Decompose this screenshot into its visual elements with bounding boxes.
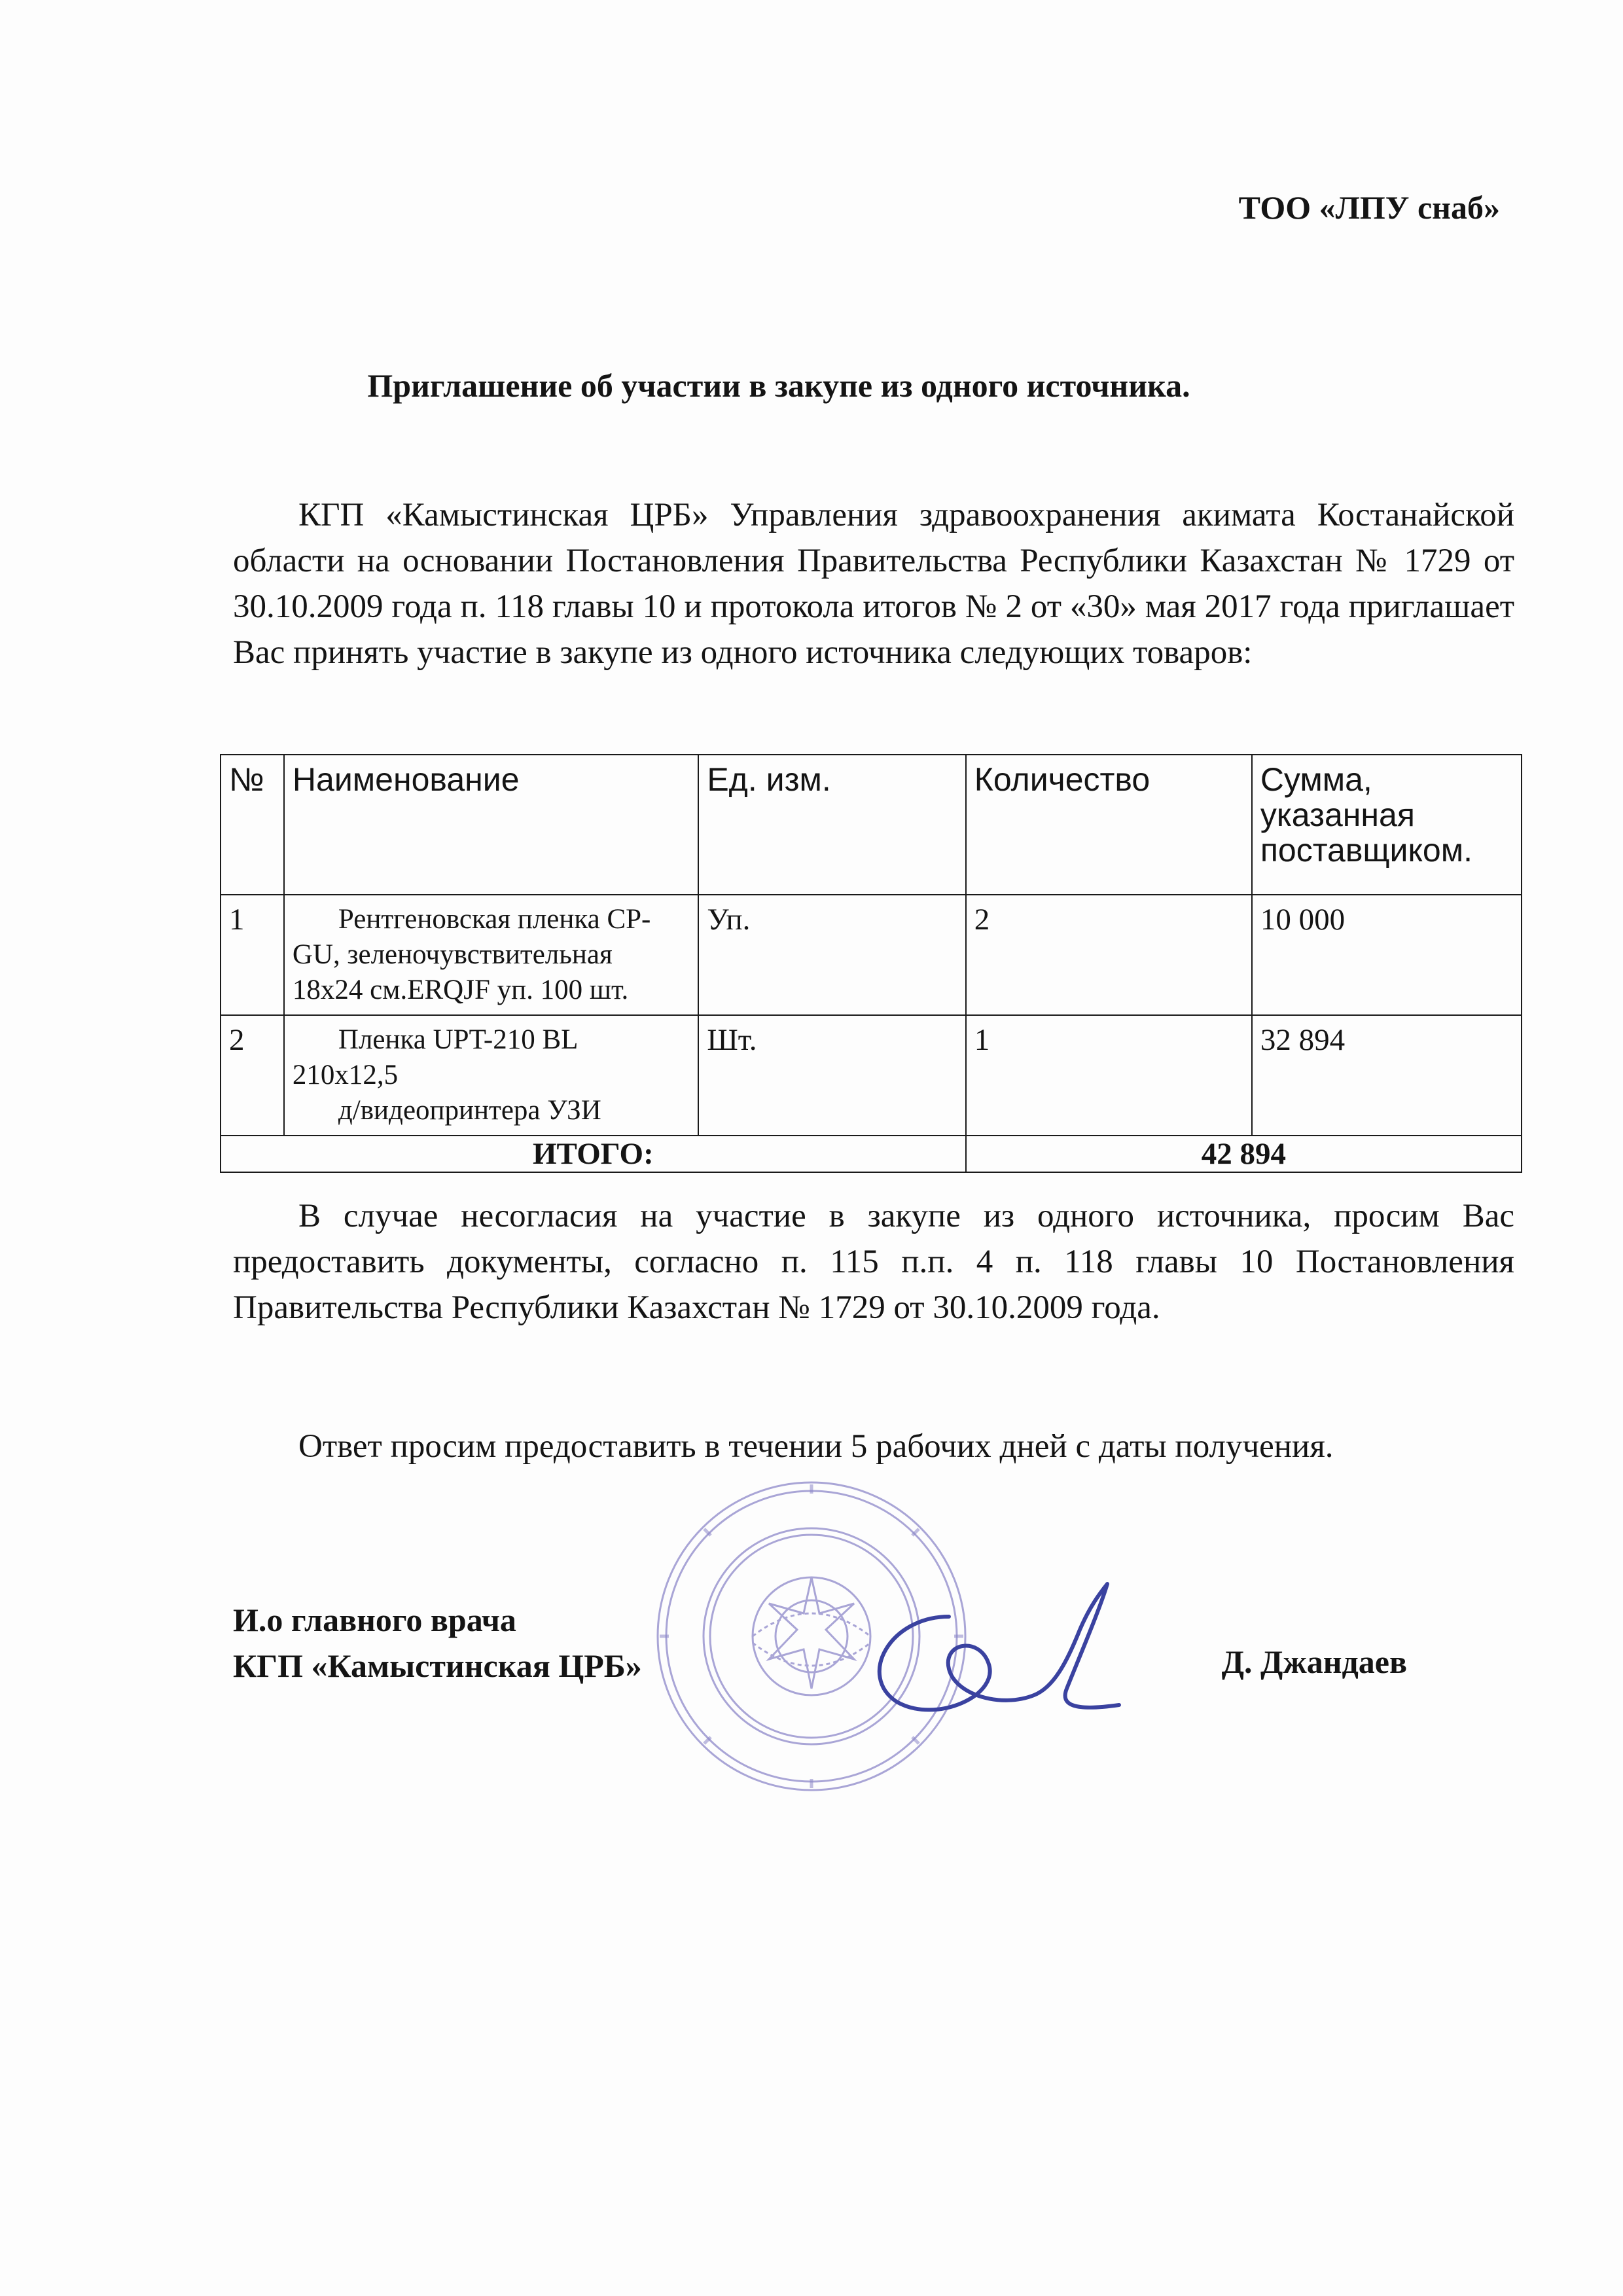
response-paragraph: Ответ просим предоставить в течении 5 рабочих дней с даты получения. bbox=[298, 1428, 1334, 1465]
row-unit: Шт. bbox=[698, 1015, 965, 1136]
intro-paragraph: КГП «Камыстинская ЦРБ» Управления здравоохранения акимата Костанайской области на основании Постановления Правительства Республики Казахстан № 1729 от 30.10.2009 года п. 118 главы 10 и протокола итогов № 2 от «30» мая 2017 года приглашает Вас принять участие в закупе из одного источника следующих товаров: bbox=[233, 497, 1514, 671]
total-value: 42 894 bbox=[966, 1136, 1522, 1172]
signature-icon bbox=[851, 1571, 1126, 1734]
table-total-row bbox=[221, 1136, 1522, 1172]
signatory-name: Д. Джандаев bbox=[1221, 1643, 1407, 1680]
row-num: 2 bbox=[221, 1015, 284, 1136]
header-qty: Количество bbox=[966, 755, 1252, 895]
row-sum: 10 000 bbox=[1252, 895, 1522, 1015]
document-title: Приглашение об участии в закупе из одного источника. bbox=[367, 367, 1190, 404]
header-unit: Ед. изм. bbox=[698, 755, 965, 895]
goods-table bbox=[220, 754, 1522, 1173]
row-name-line: Пленка UPT-210 BL bbox=[338, 1024, 579, 1055]
row-name-line: 18х24 см.ERQJF уп. 100 шт. bbox=[292, 975, 629, 1005]
table-header-row bbox=[221, 755, 1522, 895]
header-name: Наименование bbox=[284, 755, 698, 895]
position-line: И.о главного врача bbox=[233, 1602, 516, 1638]
row-name-line: GU, зеленочувствительная bbox=[292, 939, 613, 970]
row-qty: 2 bbox=[966, 895, 1252, 1015]
row-unit: Уп. bbox=[698, 895, 965, 1015]
addressee: ТОО «ЛПУ снаб» bbox=[1238, 189, 1500, 226]
row-name-line: Рентгеновская пленка CP- bbox=[338, 904, 651, 935]
total-label: ИТОГО: bbox=[221, 1136, 966, 1172]
signatory-position bbox=[233, 1597, 642, 1689]
row-name bbox=[284, 895, 698, 1015]
position-line: КГП «Камыстинская ЦРБ» bbox=[233, 1647, 642, 1684]
row-num: 1 bbox=[221, 895, 284, 1015]
row-qty: 1 bbox=[966, 1015, 1252, 1136]
disagreement-paragraph: В случае несогласия на участие в закупе из одного источника, просим Вас предоставить документы, согласно п. 115 п.п. 4 п. 118 главы 10 Постановления Правительства Республики Казахстан № 1729 от 30.10.2009 года. bbox=[233, 1198, 1514, 1326]
row-name-line: 210х12,5 bbox=[292, 1060, 399, 1090]
row-name-line: д/видеопринтера УЗИ bbox=[338, 1095, 601, 1126]
header-sum: Сумма, указанная поставщиком. bbox=[1252, 755, 1522, 895]
table-row bbox=[221, 1015, 1522, 1136]
row-sum: 32 894 bbox=[1252, 1015, 1522, 1136]
row-name bbox=[284, 1015, 698, 1136]
header-num: № bbox=[221, 755, 284, 895]
table-row bbox=[221, 895, 1522, 1015]
